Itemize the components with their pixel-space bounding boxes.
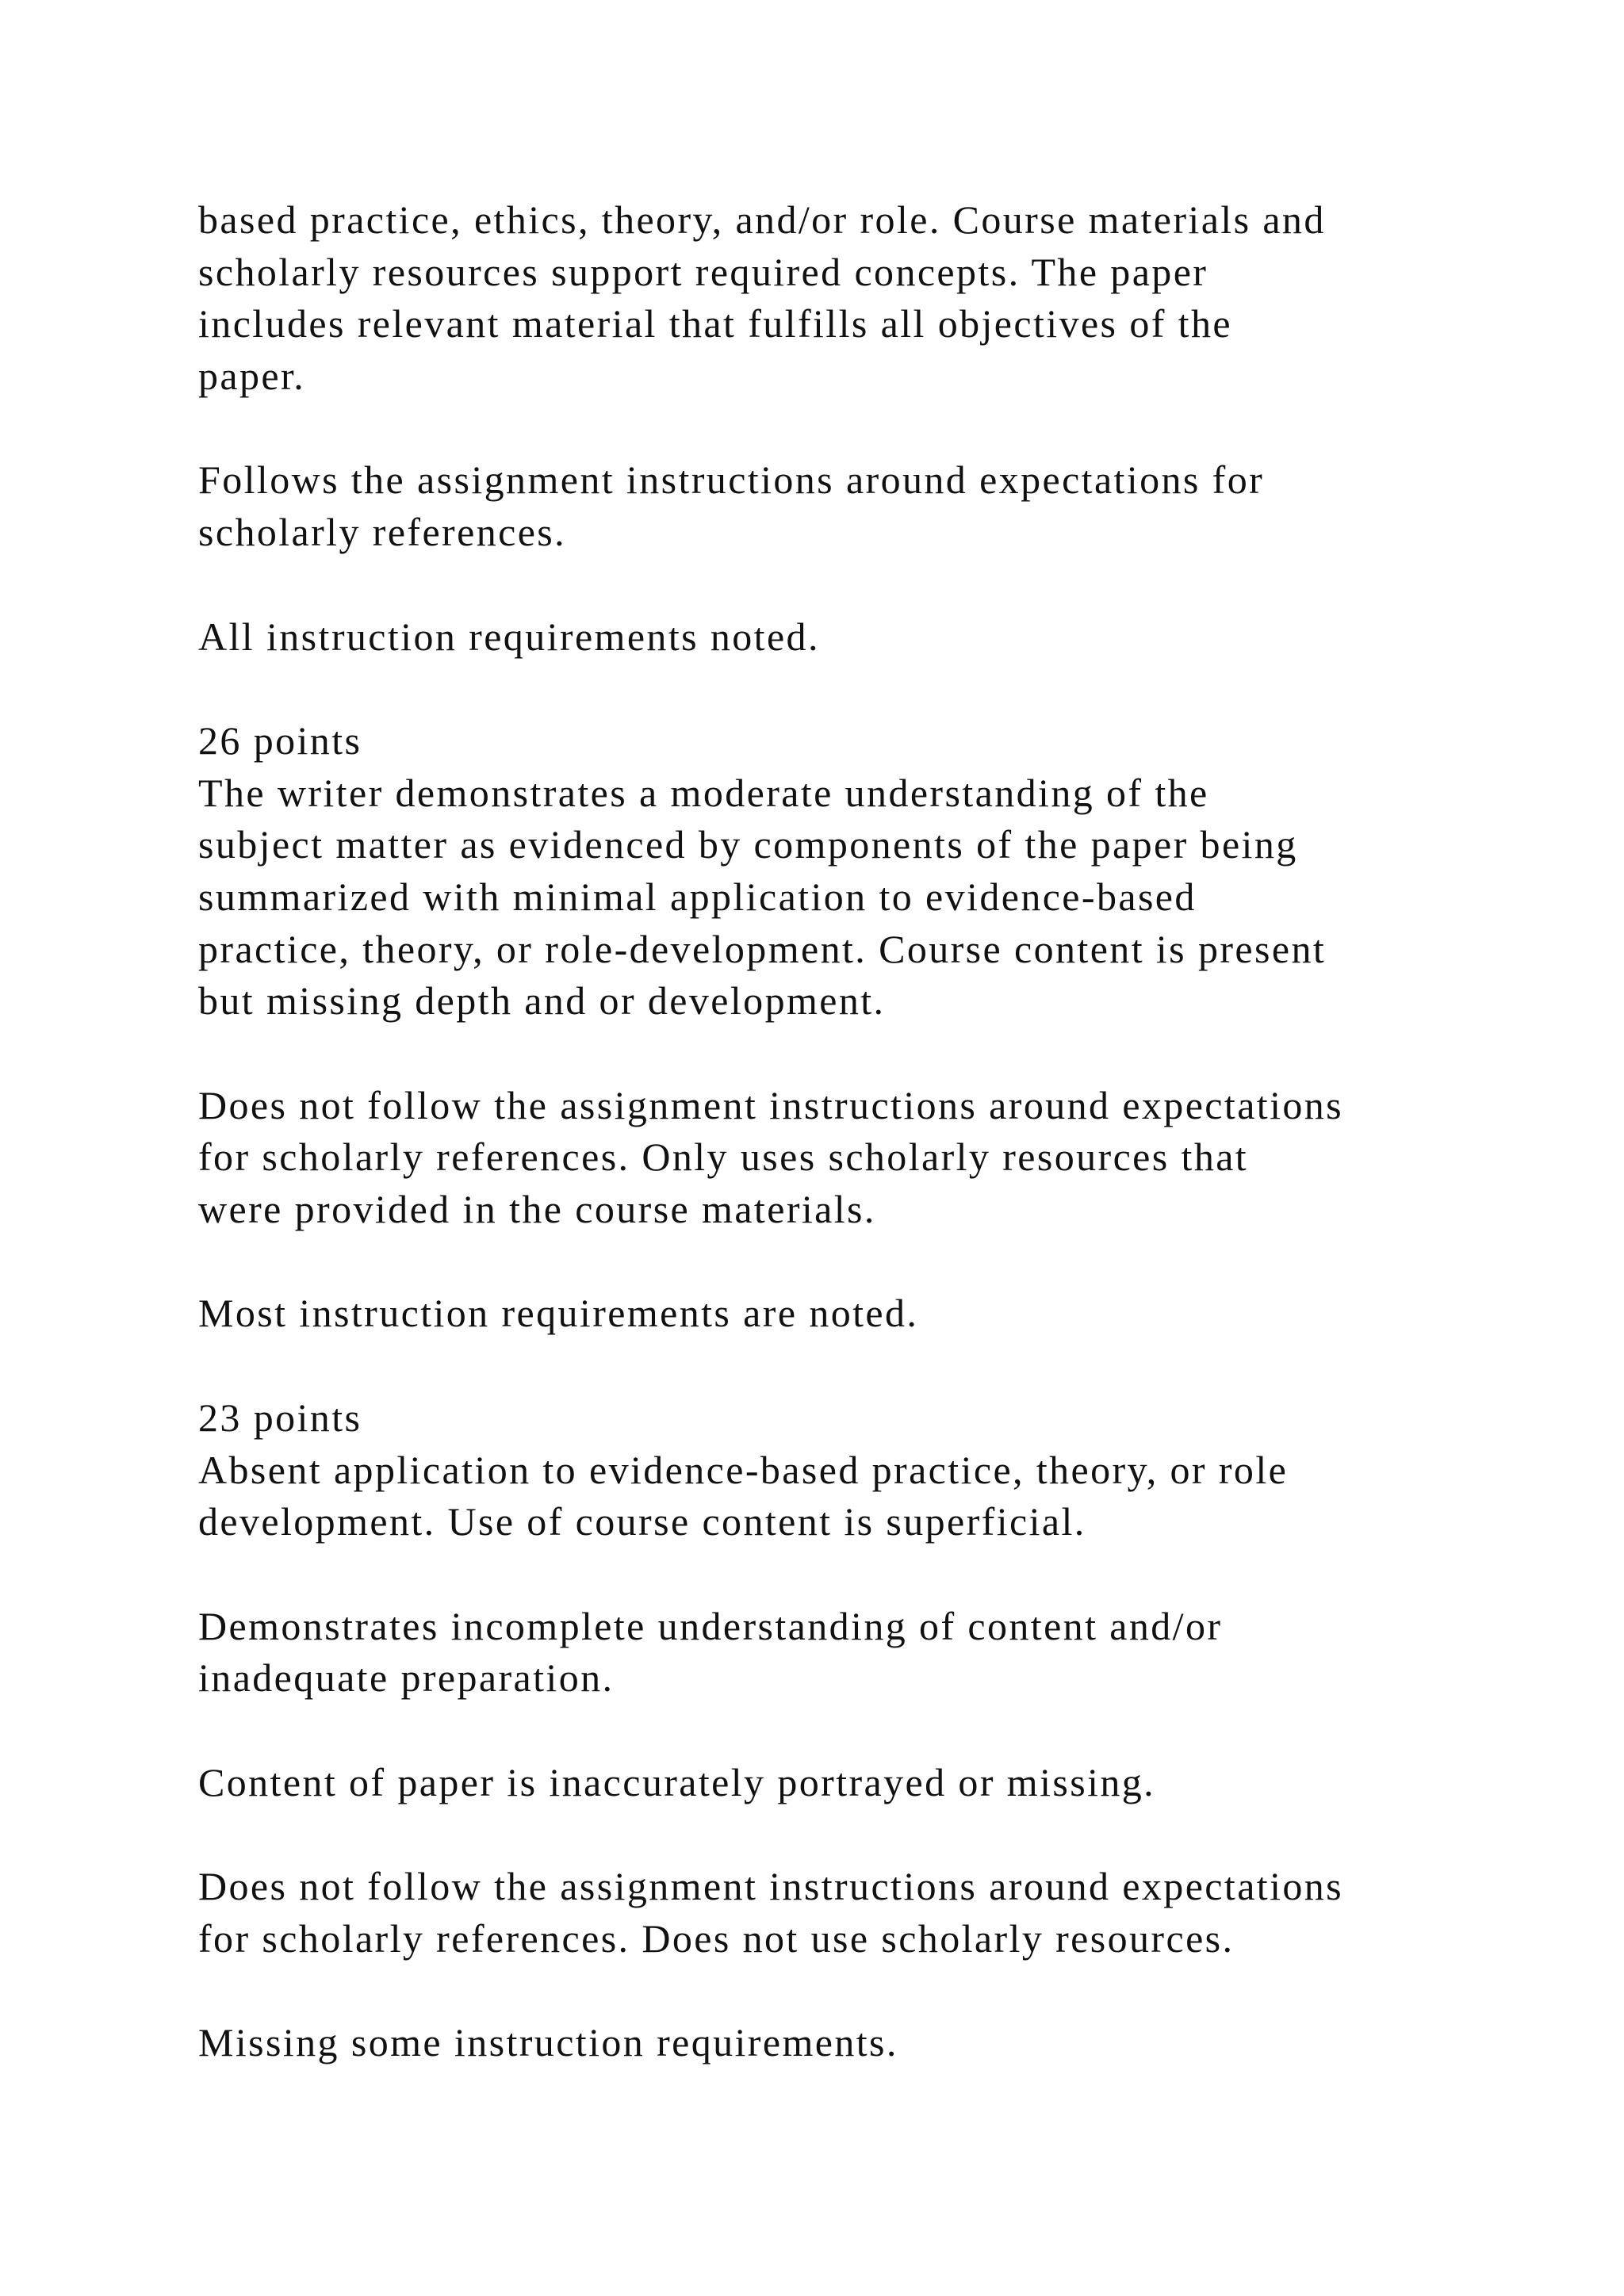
blank-line — [198, 1027, 1507, 1080]
text-line: Content of paper is inaccurately portrayed or missing. — [198, 1759, 1156, 1804]
blank-line — [198, 1548, 1507, 1601]
text-line: inadequate preparation. — [198, 1655, 615, 1701]
text-line: based practice, ethics, theory, and/or role. Course materials and — [198, 197, 1326, 242]
text-line: includes relevant material that fulfills all objectives of the — [198, 301, 1232, 346]
blank-line — [198, 1236, 1507, 1288]
blank-line — [198, 1340, 1507, 1392]
blank-line — [198, 1808, 1507, 1861]
text-line: Does not follow the assignment instructions around expectations — [198, 1864, 1344, 1908]
text-line: Follows the assignment instructions around expectations for — [198, 457, 1265, 503]
text-line: Missing some instruction requirements. — [198, 2020, 898, 2065]
blank-line — [198, 1705, 1507, 1757]
text-line: summarized with minimal application to evidence-based — [198, 874, 1197, 919]
text-line: scholarly resources support required concepts. The paper — [198, 249, 1208, 294]
points-heading: 26 points — [198, 718, 362, 763]
points-heading: 23 points — [198, 1395, 362, 1440]
blank-line — [198, 403, 1507, 455]
text-line: scholarly references. — [198, 510, 567, 555]
text-line: Does not follow the assignment instructions around expectations — [198, 1082, 1344, 1127]
text-line: The writer demonstrates a moderate understanding of the — [198, 770, 1209, 815]
blank-line — [198, 559, 1507, 611]
document-body — [198, 194, 1507, 2069]
text-line: for scholarly references. Does not use scholarly resources. — [198, 1915, 1235, 1961]
text-line: paper. — [198, 354, 306, 399]
text-line: development. Use of course content is superficial. — [198, 1499, 1086, 1544]
text-line: subject matter as evidenced by components of the paper being — [198, 822, 1298, 867]
text-line: Most instruction requirements are noted. — [198, 1291, 919, 1336]
blank-line — [198, 663, 1507, 715]
text-line: Absent application to evidence-based practice, theory, or role — [198, 1447, 1289, 1492]
blank-line — [198, 1965, 1507, 2017]
text-line: for scholarly references. Only uses scholarly resources that — [198, 1135, 1249, 1180]
text-line: practice, theory, or role-development. Course content is present — [198, 926, 1327, 971]
text-line: were provided in the course materials. — [198, 1187, 876, 1232]
text-line: All instruction requirements noted. — [198, 614, 820, 659]
text-line: Demonstrates incomplete understanding of content and/or — [198, 1603, 1223, 1648]
text-line: but missing depth and or development. — [198, 978, 886, 1024]
